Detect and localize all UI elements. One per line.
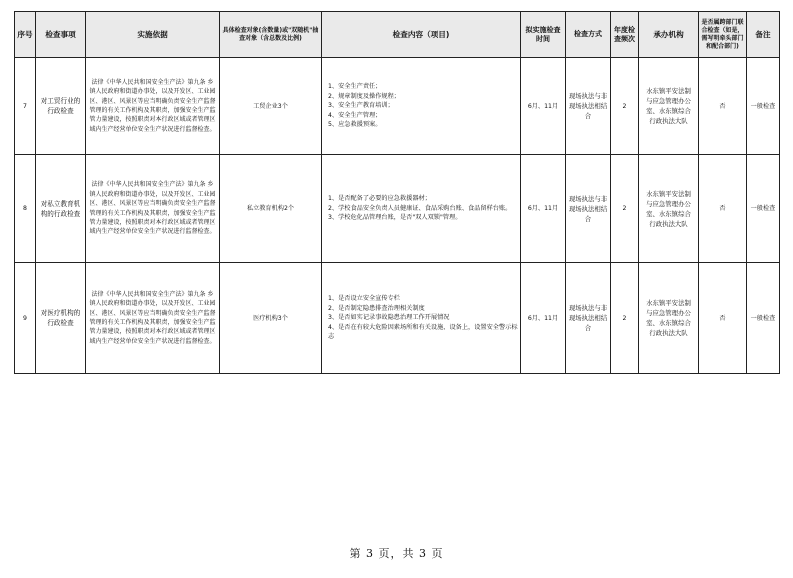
cell-method: 现场执法与非现场执法相结合 [566,263,611,374]
cell-freq: 2 [611,58,639,155]
cell-basis: 法律《中华人民共和国安全生产法》第九条 乡镇人民政府和街道办事处，以及开发区、工业园区、港区、风景区等应当明确负责安全生产监督管理的有关工作机构及其职责，加强安全生产监管力量建设，按照职责对本行政区域或者管理区域内生产经营单位安全生产状况进行监督检查。 [86,155,220,263]
cell-method: 现场执法与非现场执法相结合 [566,58,611,155]
header-freq: 年度检查频次 [611,12,639,58]
content-line: 2、学校食品安全负责人员健康证、食品采购台账、食品留样台账。 [328,204,512,212]
table-row [15,263,780,374]
cell-time: 6月、11月 [521,263,566,374]
cell-joint: 否 [699,58,747,155]
cell-no: 7 [15,58,36,155]
header-target: 具体检查对象(含数量)或"双随机"抽查对象（含总数及比例) [220,12,322,58]
header-basis: 实施依据 [86,12,220,58]
content-line: 4、安全生产管理； [328,111,382,119]
cell-time: 6月、11月 [521,155,566,263]
content-line: 3、学校危化品管理台账，是否"双人双锁"管理。 [328,214,462,222]
cell-remark: 一般检查 [747,155,780,263]
cell-basis: 法律《中华人民共和国安全生产法》第九条 乡镇人民政府和街道办事处，以及开发区、工业园区、港区、风景区等应当明确负责安全生产监督管理的有关工作机构及其职责，加强安全生产监管力量建设，按照职责对本行政区域或者管理区域内生产经营单位安全生产状况进行监督检查。 [86,263,220,374]
cell-no: 9 [15,263,36,374]
header-joint: 是否属跨部门联合检查（如是，需写明牵头部门和配合部门) [699,12,747,58]
cell-freq: 2 [611,155,639,263]
cell-target: 医疗机构3个 [220,263,322,374]
content-line: 5、应急救援预案。 [328,121,382,129]
cell-agency: 水东镇平安法制与应急管理办公室、水东镇综合行政执法大队 [639,263,699,374]
header-no: 序号 [15,12,36,58]
table-row [15,58,780,155]
cell-method: 现场执法与非现场执法相结合 [566,155,611,263]
cell-joint: 否 [699,155,747,263]
cell-time: 6月、11月 [521,58,566,155]
cell-basis: 法律《中华人民共和国安全生产法》第九条 乡镇人民政府和街道办事处，以及开发区、工业园区、港区、风景区等应当明确负责安全生产监督管理的有关工作机构及其职责，加强安全生产监管力量建设，按照职责对本行政区域或者管理区域内生产经营单位安全生产状况进行监督检查。 [86,58,220,155]
cell-agency: 水东镇平安法制与应急管理办公室、水东镇综合行政执法大队 [639,58,699,155]
inspection-plan-table [14,11,780,374]
cell-agency: 水东镇平安法制与应急管理办公室、水东镇综合行政执法大队 [639,155,699,263]
header-content: 检查内容（项目) [322,12,521,58]
content-line: 3、安全生产教育培训； [328,102,394,110]
content-line: 1、是否配备了必要的应急救援器材； [328,195,431,203]
table-header-row [15,12,780,58]
header-agency: 承办机构 [639,12,699,58]
cell-joint: 否 [699,263,747,374]
content-line: 1、安全生产责任； [328,83,382,91]
cell-item: 对工贸行业的行政检查 [36,58,86,155]
cell-target: 工贸企业3个 [220,58,322,155]
content-line: 1、是否设立安全宣传专栏 [328,295,400,303]
page-footer: 第 3 页，共 3 页 [349,547,444,560]
cell-no: 8 [15,155,36,263]
content-line: 3、是否如实记录事故隐患治理工作开展情况 [328,314,450,322]
cell-target: 私立教育机构2个 [220,155,322,263]
content-line: 2、规章制度及操作规程； [328,92,400,100]
content-line: 2、是否制定隐患排查治理相关制度 [328,304,425,312]
cell-item: 对医疗机构的行政检查 [36,263,86,374]
cell-content [322,58,521,155]
header-method: 检查方式 [566,12,611,58]
cell-item: 对私立教育机构的行政检查 [36,155,86,263]
header-remark: 备注 [747,12,780,58]
cell-content [322,155,521,263]
cell-content [322,263,521,374]
table-row [15,155,780,263]
content-line: 4、是否在有较大危险因素场所和有关设施、设备上，设置安全警示标志 [328,323,518,341]
cell-freq: 2 [611,263,639,374]
cell-remark: 一般检查 [747,58,780,155]
cell-remark: 一般检查 [747,263,780,374]
header-item: 检查事项 [36,12,86,58]
header-time: 拟实施检查时间 [521,12,566,58]
